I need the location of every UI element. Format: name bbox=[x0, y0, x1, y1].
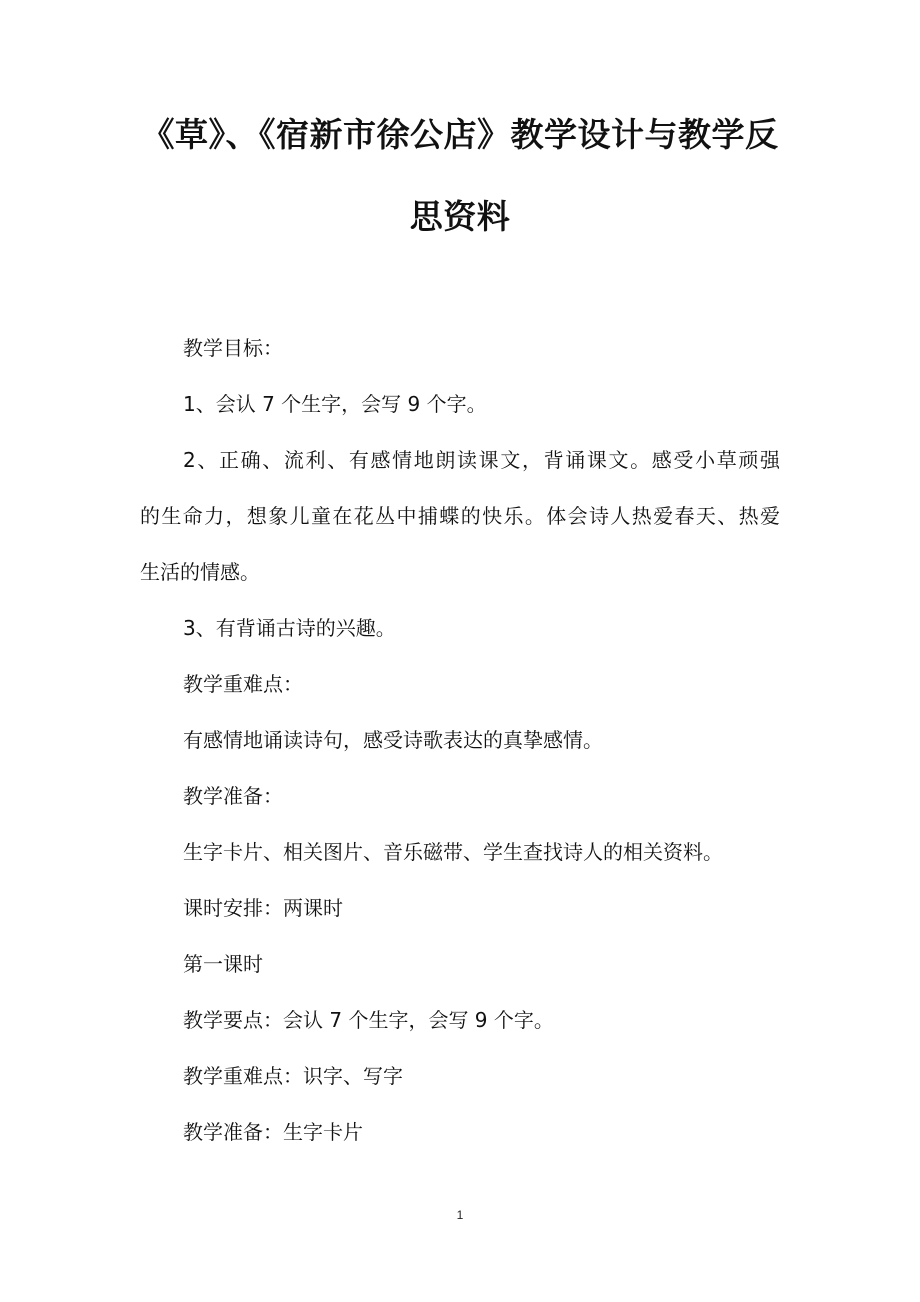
objective-item-2-line-2: 的生命力，想象儿童在花丛中捕蝶的快乐。体会诗人热爱春天、热爱 bbox=[140, 504, 780, 528]
objective-item-2-line-3: 生活的情感。 bbox=[140, 560, 260, 584]
document-title-line-2: 思资料 bbox=[409, 197, 511, 236]
section-heading-objectives: 教学目标： bbox=[183, 336, 283, 360]
page-number: 1 bbox=[456, 1208, 464, 1222]
lesson-difficulties: 教学重难点：识字、写字 bbox=[183, 1064, 403, 1088]
section-heading-preparation: 教学准备： bbox=[183, 784, 283, 808]
section-heading-key-points: 教学重难点： bbox=[183, 672, 303, 696]
lesson-key-points: 教学要点：会认 7 个生字，会写 9 个字。 bbox=[183, 1008, 554, 1032]
key-points-text: 有感情地诵读诗句，感受诗歌表达的真挚感情。 bbox=[183, 728, 603, 752]
document-title-line-1: 《草》、《宿新市徐公店》教学设计与教学反 bbox=[141, 115, 779, 154]
objective-item-3: 3、有背诵古诗的兴趣。 bbox=[183, 616, 396, 640]
schedule-text: 课时安排：两课时 bbox=[183, 896, 343, 920]
lesson-preparation: 教学准备：生字卡片 bbox=[183, 1120, 363, 1144]
objective-item-2-line-1: 2、正确、流利、有感情地朗读课文，背诵课文。感受小草顽强 bbox=[183, 448, 780, 472]
lesson-heading-first: 第一课时 bbox=[183, 952, 263, 976]
objective-item-1: 1、会认 7 个生字，会写 9 个字。 bbox=[183, 392, 487, 416]
preparation-text: 生字卡片、相关图片、音乐磁带、学生查找诗人的相关资料。 bbox=[183, 840, 723, 864]
